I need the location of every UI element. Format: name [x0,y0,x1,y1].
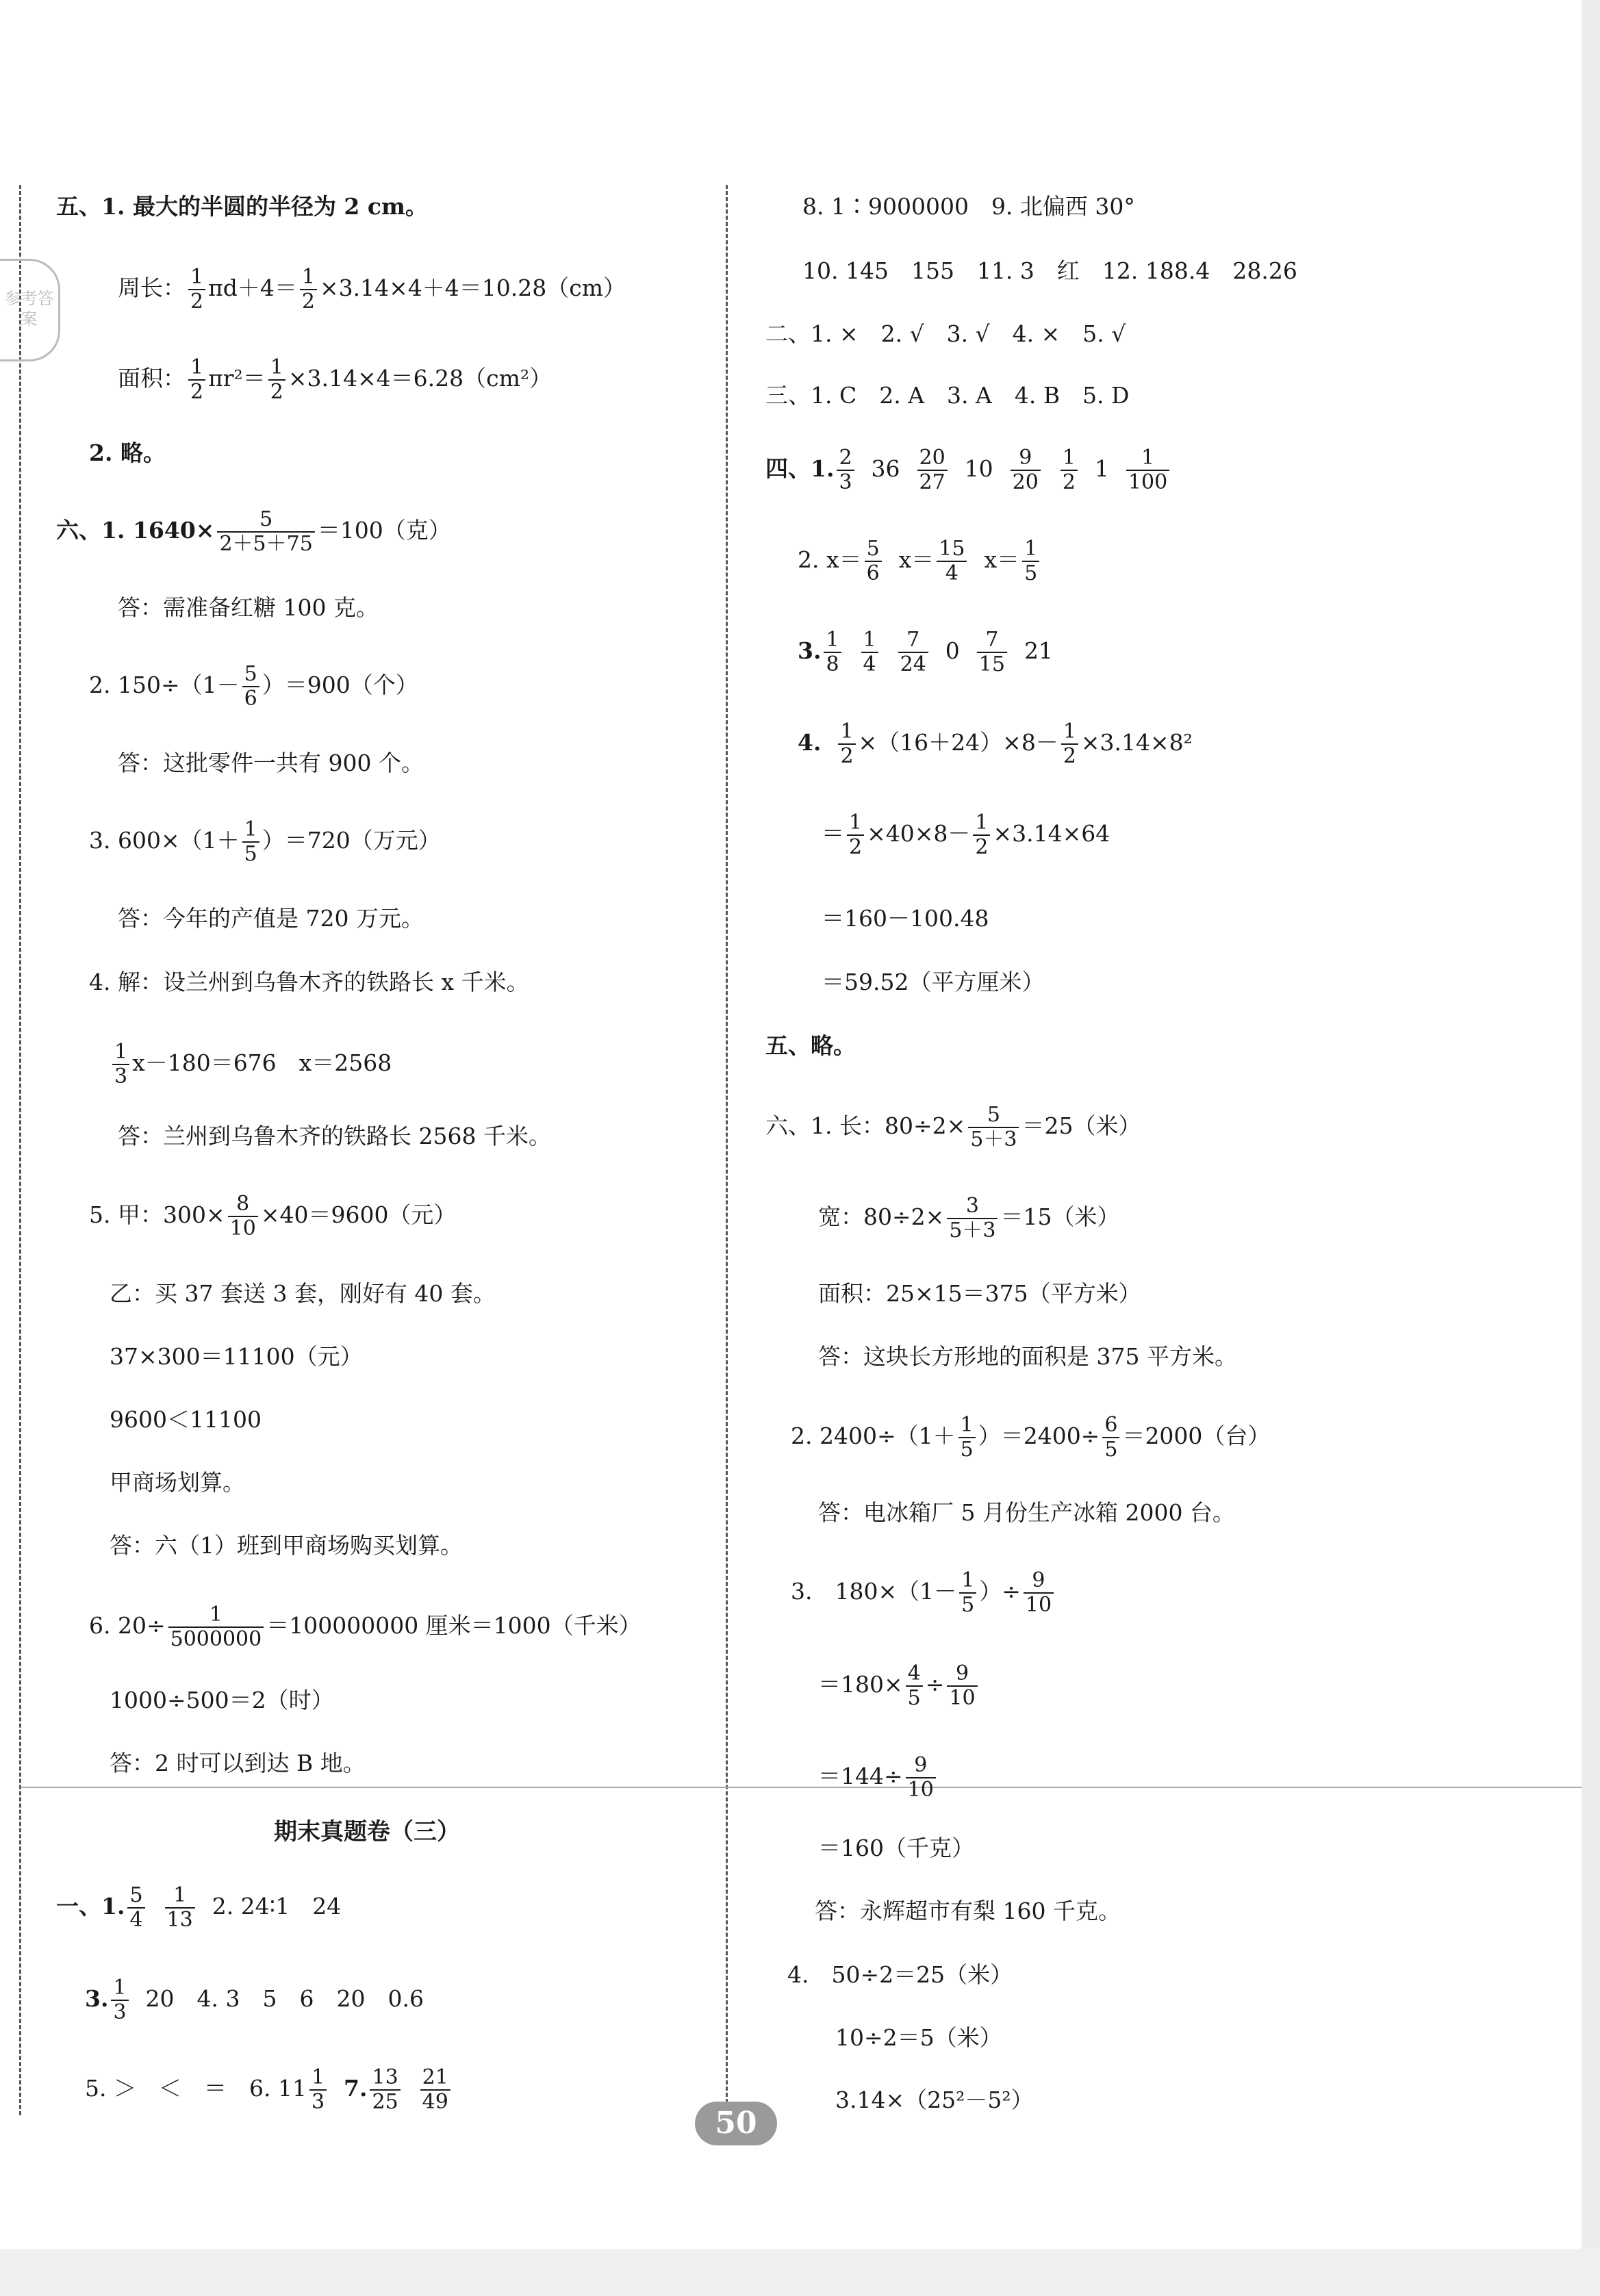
denominator: 5 [244,842,257,866]
text: 3.14×（25²－5²） [835,2087,1034,2113]
answer-line [818,1499,1235,1527]
text: 6. 20÷ [89,1612,166,1639]
fraction [242,663,259,711]
text: ）＝900（个） [262,672,418,698]
text: 4. [798,729,822,756]
text: 2. 150÷（1－ [89,672,240,698]
answer-line [802,193,1135,220]
fraction [947,1662,977,1710]
fraction [1022,537,1039,585]
text: ×40×8－ [867,820,971,847]
answer-line [818,1662,980,1710]
numerator: 1 [973,811,990,836]
fraction [837,446,854,494]
numerator: 1 [309,2066,327,2091]
text: ＝25（米） [1021,1112,1141,1139]
text: 10 [964,455,993,482]
denominator: 4 [129,1908,143,1932]
text: 2. 略。 [89,439,166,466]
text: ×40＝9600（元） [260,1201,457,1228]
numerator: 1 [268,356,285,381]
denominator: 10 [907,1778,934,1802]
text: 答：今年的产值是 720 万元。 [118,905,424,932]
fraction [865,537,882,585]
denominator: 15 [978,652,1005,676]
answer-line [110,1750,366,1777]
fraction [824,628,841,676]
fraction [188,356,205,404]
fraction [1024,1569,1054,1617]
numerator: 5 [865,537,882,562]
text: 答：电冰箱厂 5 月份生产冰箱 2000 台。 [818,1499,1235,1526]
text: 3. [85,1985,109,2012]
answer-line [89,818,441,866]
section-divider [21,1787,1582,1788]
denominator: 49 [422,2090,448,2114]
answer-line [56,1884,341,1932]
numerator: 8 [228,1192,258,1217]
seal-text: 参考答案 [4,289,54,329]
numerator: 9 [1011,446,1041,471]
denominator: 3 [311,2090,325,2114]
numerator: 20 [917,446,948,471]
denominator: 13 [166,1908,193,1932]
text: 答：六（1）班到甲商场购买划算。 [110,1532,463,1559]
fraction [947,1195,998,1242]
text: ×3.14×4＝6.28（cm²） [288,365,553,392]
answer-line [85,1976,424,2024]
numerator: 1 [959,1569,976,1594]
numerator: 5 [968,1104,1019,1128]
fraction [268,356,285,404]
fraction [370,2066,400,2114]
denominator: 100 [1128,470,1168,494]
text: 10÷2＝5（米） [835,2024,1002,2051]
answer-line [765,446,1172,494]
text: 2. 24∶1 24 [212,1893,342,1919]
numerator: 2 [837,446,854,471]
text: ＝100（克） [317,517,451,544]
text: 1 [1094,455,1109,482]
text: 答：2 时可以到达 B 地。 [110,1750,366,1776]
text: 2. x＝ [798,546,862,573]
fraction [937,537,967,585]
numerator: 1 [165,1884,195,1909]
fraction [127,1884,144,1932]
answer-line [787,1961,1013,1989]
fraction [112,1041,129,1088]
text: x＝ [984,546,1020,573]
denominator: 5 [1024,561,1038,585]
denominator: 2＋5＋75 [219,532,313,556]
numerator: 1 [111,1976,128,2001]
denominator: 3 [113,2000,127,2024]
text: 五、略。 [765,1032,856,1059]
answer-line [110,1532,463,1559]
fraction [188,266,205,314]
denominator: 24 [900,652,926,676]
answer-line [798,537,1042,585]
answer-line [791,1414,1270,1462]
answer-line [818,1754,939,1802]
numerator: 1 [838,720,855,745]
fraction [898,628,928,676]
text: 一、1. [56,1893,125,1919]
text: ）＝2400÷ [978,1423,1100,1449]
answer-line [791,1569,1056,1617]
scan-edge-bottom [0,2249,1600,2296]
text: ×（16＋24）×8－ [858,729,1058,756]
text: πd＋4＝ [208,275,297,301]
denominator: 20 [1012,470,1039,494]
fraction [309,2066,327,2114]
answer-line [110,1469,245,1496]
answer-line [110,1280,496,1308]
fraction [958,1414,976,1462]
text: ＝100000000 厘米＝1000（千米） [266,1612,642,1639]
answer-line [765,1032,856,1060]
denominator: 2 [840,744,854,768]
text: 五、1. 最大的半圆的半径为 2 cm。 [56,193,428,220]
answer-line [765,320,1126,348]
numerator: 1 [1061,446,1078,471]
numerator: 3 [947,1195,998,1219]
text: 三、1. C 2. A 3. A 4. B 5. D [765,382,1130,409]
denominator: 5 [960,1438,974,1462]
scan-edge-right [1582,0,1600,2296]
answer-line [89,663,418,711]
denominator: 5 [1104,1438,1118,1462]
fraction [168,1603,264,1651]
fraction [906,1754,936,1802]
denominator: 10 [1025,1593,1052,1617]
answer-line [818,1835,974,1862]
text: 4. 解：设兰州到乌鲁木齐的铁路长 x 千米。 [89,969,529,995]
fraction [977,628,1007,676]
answer-line [798,628,1053,676]
fraction [1061,446,1078,494]
denominator: 2 [1062,470,1076,494]
answer-line [822,811,1110,859]
text: 20 4. 3 5 6 20 0.6 [145,1985,424,2012]
fraction [111,1976,128,2024]
answer-line [818,1280,1141,1308]
denominator: 5 [907,1686,921,1710]
denominator: 10 [229,1216,256,1240]
fraction [1061,720,1078,768]
text: x－180＝676 x＝2568 [132,1049,392,1076]
text: 7. [344,2075,368,2102]
text: 8. 1∶9000000 9. 北偏西 30° [802,193,1135,220]
numerator: 21 [420,2066,450,2091]
text: 周长： [118,275,186,301]
text: 0 [945,637,960,664]
denominator: 2 [270,380,283,404]
text: 5. ＞ ＜ ＝ 6. 11 [85,2075,307,2102]
text: 答：兰州到乌鲁木齐的铁路长 2568 千米。 [118,1123,551,1149]
text: ×3.14×4＋4＝10.28（cm） [320,275,626,301]
text: 36 [871,455,900,482]
text: ＝180× [818,1671,903,1698]
answer-line [118,750,424,777]
denominator: 6 [244,687,257,711]
answer-line [110,1687,334,1714]
text: 面积： [118,365,186,392]
answer-line [56,508,451,556]
numerator: 7 [977,628,1007,653]
fraction [228,1192,258,1240]
text: 六、1. 1640× [56,517,215,544]
numerator: 1 [242,818,259,843]
numerator: 9 [1024,1569,1054,1594]
numerator: 5 [242,663,259,687]
denominator: 8 [826,652,839,676]
answer-line [118,356,552,404]
answer-line [110,1041,392,1088]
answer-line [818,1343,1237,1370]
fraction [1011,446,1041,494]
denominator: 4 [945,561,958,585]
text: 1000÷500＝2（时） [110,1687,334,1713]
denominator: 3 [839,470,852,494]
section-title: 期末真题卷（三） [274,1818,460,1846]
numerator: 1 [1061,720,1078,745]
answer-line [798,720,1193,768]
text: 37×300＝11100（元） [110,1343,363,1370]
fraction [242,818,259,866]
numerator: 1 [188,266,205,290]
answer-line [89,1603,642,1651]
numerator: 15 [937,537,967,562]
fraction [906,1662,923,1710]
fraction [973,811,990,859]
fraction [847,811,864,859]
numerator: 5 [127,1884,144,1909]
fraction [300,266,317,314]
text: 9600＜11100 [110,1406,262,1433]
text: ×3.14×8² [1080,729,1193,756]
numerator: 1 [861,628,878,653]
answer-line [89,1192,456,1240]
denominator: 4 [863,652,876,676]
answer-line [110,1406,262,1433]
text: πr²＝ [208,365,266,392]
text: 答：需准备红糖 100 克。 [118,594,379,621]
numerator: 6 [1102,1414,1119,1438]
denominator: 2 [301,290,315,314]
text: 21 [1024,637,1053,664]
answer-seal-stamp [0,259,60,361]
text: 3. 600×（1＋ [89,827,240,854]
numerator: 9 [947,1662,977,1687]
text: ＝2000（台） [1122,1423,1271,1449]
answer-line [765,382,1130,409]
denominator: 2 [1063,744,1076,768]
denominator: 5000000 [170,1627,262,1651]
text: 3. [798,637,822,664]
text: ＝160－100.48 [822,905,989,932]
denominator: 2 [190,380,204,404]
text: 答：这块长方形地的面积是 375 平方米。 [818,1343,1237,1370]
answer-line [802,257,1297,285]
text: ＝160（千克） [818,1835,974,1861]
text: x＝ [898,546,935,573]
answer-line [822,969,1044,996]
column-divider-dashed-line [726,185,728,2115]
fraction [861,628,878,676]
numerator: 4 [906,1662,923,1687]
answer-line [835,2087,1034,2114]
text: 10. 145 155 11. 3 红 12. 188.4 28.26 [802,257,1297,284]
denominator: 6 [866,561,880,585]
text: 二、1. × 2. √ 3. √ 4. × 5. √ [765,320,1126,347]
fraction [420,2066,450,2114]
text: 四、1. [765,455,835,482]
fraction [838,720,855,768]
answer-line [818,1195,1119,1242]
denominator: 10 [949,1686,976,1710]
text: ＝15（米） [1000,1203,1120,1230]
text: ×3.14×64 [993,820,1110,847]
text: 2. 2400÷（1＋ [791,1423,956,1449]
fraction [1102,1414,1119,1462]
text: 宽：80÷2× [818,1203,945,1230]
answer-line [110,1343,363,1370]
page-number: 50 [695,2102,777,2145]
left-margin-dashed-line [19,185,21,2115]
numerator: 1 [1022,537,1039,562]
answer-line [822,905,989,932]
numerator: 1 [112,1041,129,1065]
fraction [917,446,948,494]
answer-line [89,969,529,996]
denominator: 5＋3 [949,1219,996,1242]
denominator: 27 [919,470,945,494]
text: 5. 甲：300× [89,1201,225,1228]
denominator: 2 [975,835,989,859]
answer-line [815,1898,1121,1925]
numerator: 9 [906,1754,936,1778]
answer-line [85,2066,453,2114]
text: ）＝720（万元） [262,827,441,854]
numerator: 1 [824,628,841,653]
text: 面积：25×15＝375（平方米） [818,1280,1141,1307]
denominator: 5＋3 [970,1127,1017,1151]
text: 答：永辉超市有梨 160 千克。 [815,1898,1121,1924]
numerator: 1 [958,1414,976,1438]
answer-line [118,905,424,932]
text: 3. 180×（1－ [791,1578,957,1605]
numerator: 1 [168,1603,264,1628]
text: 答：这批零件一共有 900 个。 [118,750,424,776]
text: ÷ [925,1671,945,1698]
answer-line [118,266,626,314]
text: ＝144÷ [818,1763,903,1789]
fraction [968,1104,1019,1151]
fraction [217,508,314,556]
denominator: 2 [849,835,863,859]
numerator: 1 [1126,446,1169,471]
numerator: 1 [300,266,317,290]
text: 4. 50÷2＝25（米） [787,1961,1013,1988]
denominator: 2 [190,290,204,314]
answer-line [89,439,166,467]
numerator: 1 [847,811,864,836]
answer-line [835,2024,1002,2052]
text: 六、1. 长：80÷2× [765,1112,966,1139]
numerator: 13 [370,2066,400,2091]
answer-line [118,594,379,622]
denominator: 5 [961,1593,975,1617]
denominator: 25 [372,2090,398,2114]
fraction [959,1569,976,1617]
numerator: 7 [898,628,928,653]
numerator: 1 [188,356,205,381]
text: 乙：买 37 套送 3 套，刚好有 40 套。 [110,1280,496,1307]
fraction [1126,446,1169,494]
text: 甲商场划算。 [110,1469,245,1496]
answer-line [765,1104,1141,1151]
text: ＝59.52（平方厘米） [822,969,1045,995]
numerator: 5 [217,508,314,533]
denominator: 3 [114,1064,128,1088]
text: ）÷ [979,1578,1021,1605]
answer-line [56,193,428,220]
text: ＝ [822,820,844,847]
fraction [165,1884,195,1932]
answer-line [118,1123,551,1150]
